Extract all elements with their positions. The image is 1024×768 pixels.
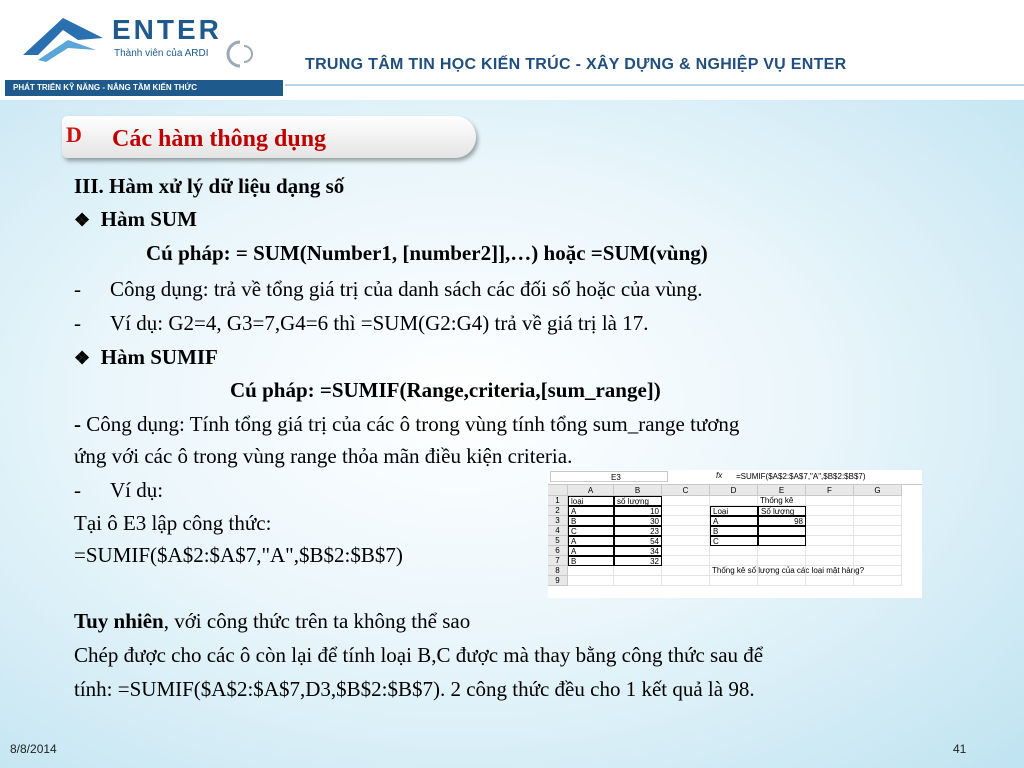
- cell-b8: [614, 566, 662, 576]
- row-header-1: 1: [548, 496, 568, 506]
- cell-a7: B: [568, 556, 614, 566]
- sumif-example-item: [74, 478, 164, 503]
- header-divider: [285, 84, 1024, 86]
- sum-usage-item: [74, 277, 703, 302]
- column-header-f: F: [806, 485, 854, 496]
- cell-d6: [710, 546, 758, 556]
- row-header-3: 3: [548, 516, 568, 526]
- sumif-syntax: Cú pháp: =SUMIF(Range,criteria,[sum_range]): [230, 378, 661, 402]
- note-bold: Tuy nhiên: [74, 609, 164, 633]
- cell-a6: A: [568, 546, 614, 556]
- sum-example-item: [74, 311, 649, 336]
- cell-f8: [806, 566, 854, 576]
- slogan-banner: PHÁT TRIỂN KỸ NĂNG - NÂNG TẦM KIẾN THỨC: [5, 80, 283, 96]
- sum-title: Hàm SUM: [100, 207, 197, 231]
- cell-d5: C: [710, 536, 758, 546]
- cell-f1: [806, 496, 854, 506]
- cell-a4: C: [568, 526, 614, 536]
- cell-d4: B: [710, 526, 758, 536]
- column-header-e: E: [758, 485, 806, 496]
- cell-d3: A: [710, 516, 758, 526]
- cell-d7: [710, 556, 758, 566]
- footer-date: 8/8/2014: [10, 742, 57, 756]
- cell-g5: [854, 536, 902, 546]
- cell-e6: [758, 546, 806, 556]
- cell-g1: [854, 496, 902, 506]
- row-header-7: 7: [548, 556, 568, 566]
- note-line1: [74, 609, 470, 634]
- cell-g4: [854, 526, 902, 536]
- cell-a9: [568, 576, 614, 586]
- cell-g8: [854, 566, 902, 576]
- cell-d1: [710, 496, 758, 506]
- cell-a2: A: [568, 506, 614, 516]
- cell-g6: [854, 546, 902, 556]
- sumif-usage-text: Công dụng: Tính tổng giá trị của các ô trong vùng tính tổng sum_range tương: [86, 412, 740, 436]
- cell-a8: [568, 566, 614, 576]
- section-letter: D: [66, 122, 82, 147]
- note-line3: tính: =SUMIF($A$2:$A$7,D3,$B$2:$B$7). 2 công thức đều cho 1 kết quả là 98.: [74, 677, 755, 701]
- cell-c3: [662, 516, 710, 526]
- column-header-b: B: [614, 485, 662, 496]
- cell-e9: [758, 576, 806, 586]
- cell-b2: 10: [614, 506, 662, 516]
- cell-c2: [662, 506, 710, 516]
- cell-e3: 98: [758, 516, 806, 526]
- name-box: E3: [550, 471, 668, 482]
- cell-c8: [662, 566, 710, 576]
- cell-e7: [758, 556, 806, 566]
- column-header-c: C: [662, 485, 710, 496]
- spreadsheet-screenshot: [548, 470, 922, 598]
- cell-e1: Thống kê: [758, 496, 806, 506]
- sumif-usage-line2: ứng với các ô trong vùng range thỏa mãn điều kiện criteria.: [74, 444, 573, 468]
- column-header-g: G: [854, 485, 902, 496]
- diamond-bullet-icon: ❖: [74, 210, 91, 230]
- enter-logo-icon: [18, 10, 108, 70]
- column-header-a: A: [568, 485, 614, 496]
- cell-b1: số lượng: [614, 496, 662, 506]
- sumif-usage-line1: - Công dụng: Tính tổng giá trị của các ô trong vùng tính tổng sum_range tương: [74, 412, 740, 436]
- row-header-9: 9: [548, 576, 568, 586]
- content-heading: III. Hàm xử lý dữ liệu dạng số: [74, 174, 345, 198]
- sum-syntax: Cú pháp: = SUM(Number1, [number2]],…) hoặc =SUM(vùng): [146, 241, 708, 265]
- cell-f5: [806, 536, 854, 546]
- note-line2: Chép được cho các ô còn lại để tính loại B,C được mà thay bằng công thức sau để: [74, 643, 764, 667]
- header: [0, 0, 1024, 100]
- row-header-6: 6: [548, 546, 568, 556]
- cell-a1: loại: [568, 496, 614, 506]
- cell-d9: [710, 576, 758, 586]
- row-header-8: 8: [548, 566, 568, 576]
- page-number: 41: [953, 742, 967, 756]
- dash-bullet: -: [74, 311, 81, 335]
- sum-heading: [74, 207, 197, 232]
- center-title: TRUNG TÂM TIN HỌC KIẾN TRÚC - XÂY DỰNG & NGHIỆP VỤ ENTER: [305, 56, 847, 73]
- diamond-bullet-icon: ❖: [74, 348, 91, 368]
- cell-f9: [806, 576, 854, 586]
- cell-f4: [806, 526, 854, 536]
- cell-c1: [662, 496, 710, 506]
- cell-f7: [806, 556, 854, 566]
- cell-f2: [806, 506, 854, 516]
- cell-b4: 23: [614, 526, 662, 536]
- column-header-d: D: [710, 485, 758, 496]
- cell-g9: [854, 576, 902, 586]
- sheet-corner: [548, 485, 568, 496]
- brand-subtitle: Thành viên của ARDI: [114, 48, 209, 59]
- cell-c4: [662, 526, 710, 536]
- sum-example: Ví dụ: G2=4, G3=7,G4=6 thì =SUM(G2:G4) trả về giá trị là 17.: [110, 311, 649, 335]
- brand-name: ENTER: [112, 14, 222, 45]
- sum-usage: Công dụng: trả về tổng giá trị của danh sách các đối số hoặc của vùng.: [110, 277, 703, 301]
- formula-text: =SUMIF($A$2:$A$7,"A",$B$2:$B$7): [736, 472, 866, 481]
- dash-bullet: -: [74, 277, 81, 301]
- cell-b6: 34: [614, 546, 662, 556]
- cell-b9: [614, 576, 662, 586]
- cell-e4: [758, 526, 806, 536]
- cell-g2: [854, 506, 902, 516]
- cell-b5: 54: [614, 536, 662, 546]
- ardi-logo-icon: [222, 40, 258, 68]
- cell-a5: A: [568, 536, 614, 546]
- cell-g3: [854, 516, 902, 526]
- cell-d8: Thống kê số lượng của các loại mặt hàng?: [712, 566, 865, 575]
- sumif-example-line2: =SUMIF($A$2:$A$7,"A",$B$2:$B$7): [74, 543, 403, 567]
- cell-c5: [662, 536, 710, 546]
- formula-bar: [548, 470, 922, 485]
- sumif-example-label: Ví dụ:: [110, 478, 164, 502]
- dash-bullet: -: [74, 478, 81, 502]
- cell-e8: [758, 566, 806, 576]
- sumif-example-line1: Tại ô E3 lập công thức:: [74, 511, 272, 535]
- cell-c7: [662, 556, 710, 566]
- fx-icon: fx: [716, 471, 723, 480]
- sumif-heading: [74, 345, 218, 370]
- cell-b7: 32: [614, 556, 662, 566]
- row-header-2: 2: [548, 506, 568, 516]
- cell-g7: [854, 556, 902, 566]
- cell-c9: [662, 576, 710, 586]
- cell-f6: [806, 546, 854, 556]
- cell-a3: B: [568, 516, 614, 526]
- cell-b3: 30: [614, 516, 662, 526]
- note-line1-rest: , với công thức trên ta không thể sao: [163, 609, 471, 633]
- cell-e2: Số lượng: [758, 506, 806, 516]
- cell-f3: [806, 516, 854, 526]
- section-title: Các hàm thông dụng: [112, 126, 327, 152]
- sumif-title: Hàm SUMIF: [100, 345, 218, 369]
- row-header-5: 5: [548, 536, 568, 546]
- cell-c6: [662, 546, 710, 556]
- cell-e5: [758, 536, 806, 546]
- row-header-4: 4: [548, 526, 568, 536]
- cell-d2: Loại: [710, 506, 758, 516]
